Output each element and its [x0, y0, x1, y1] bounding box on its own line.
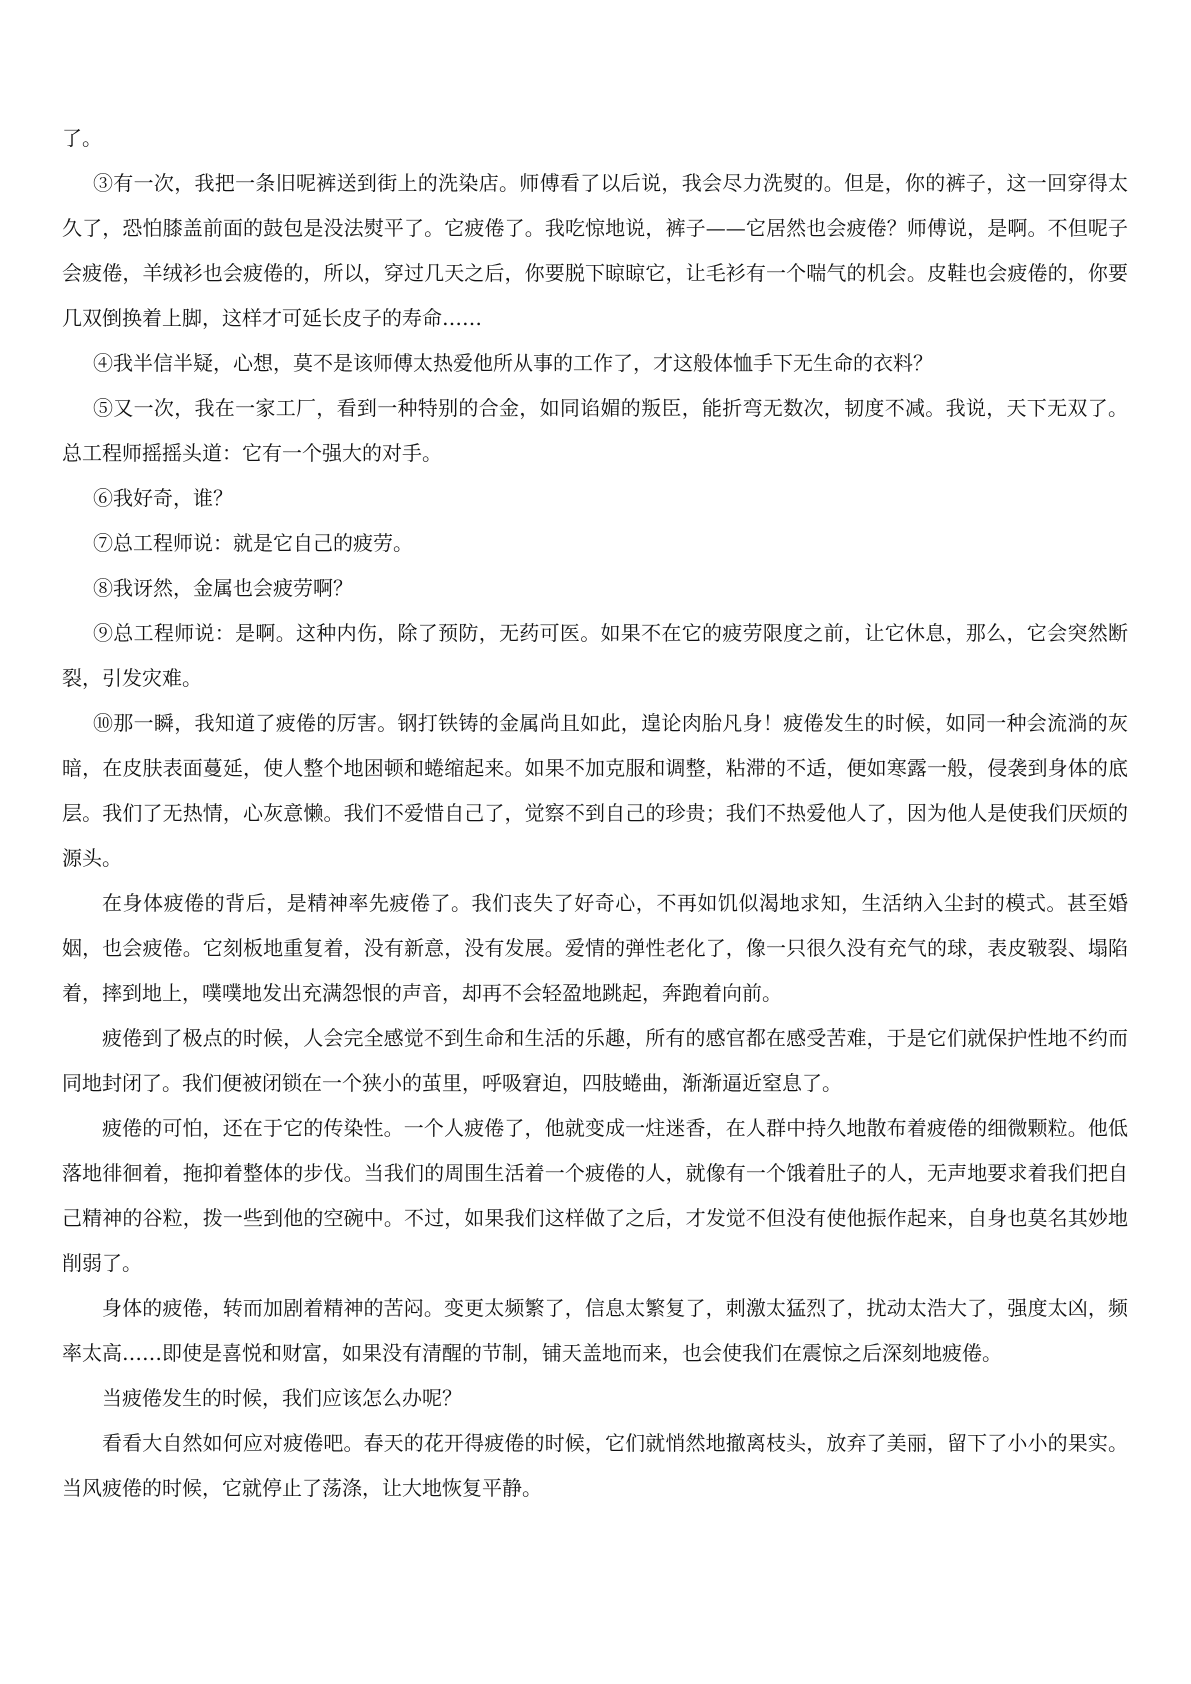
- paragraph-8: ⑧我讶然，金属也会疲劳啊？: [93, 576, 353, 600]
- paragraph-spirit-fatigue: 在身体疲倦的背后，是精神率先疲倦了。我们丧失了好奇心，不再如饥似渴地求知，生活纳入尘封的模式。甚至婚姻，也会疲倦。它刻板地重复着，没有新意，没有发展。爱情的弹性老化了，像一只很久没有充气的球，表皮皲裂、塌陷着，摔到地上，噗噗地发出充满怨恨的声音，却再不会轻盈地跳起，奔跑着向前。: [62, 891, 1128, 1005]
- paragraph-contagion: 疲倦的可怕，还在于它的传染性。一个人疲倦了，他就变成一炷迷香，在人群中持久地散布着疲倦的细微颗粒。他低落地徘徊着，拖抑着整体的步伐。当我们的周围生活着一个疲倦的人，就像有一个饿着肚子的人，无声地要求着我们把自己精神的谷粒，拨一些到他的空碗中。不过，如果我们这样做了之后，才发觉不但没有使他振作起来，自身也莫名其妙地削弱了。: [62, 1116, 1128, 1275]
- article-body: [62, 116, 1128, 1511]
- paragraph-extreme-fatigue: 疲倦到了极点的时候，人会完全感觉不到生命和生活的乐趣，所有的感官都在感受苦难，于是它们就保护性地不约而同地封闭了。我们便被闭锁在一个狭小的茧里，呼吸窘迫，四肢蜷曲，渐渐逼近窒息了。: [62, 1026, 1128, 1095]
- paragraph-question: 当疲倦发生的时候，我们应该怎么办呢？: [102, 1386, 462, 1410]
- paragraph-body-spirit: 身体的疲倦，转而加剧着精神的苦闷。变更太频繁了，信息太繁复了，刺激太猛烈了，扰动太浩大了，强度太凶，频率太高……即使是喜悦和财富，如果没有清醒的节制，铺天盖地而来，也会使我们在震惊之后深刻地疲倦。: [62, 1296, 1128, 1365]
- paragraph-10: ⑩那一瞬，我知道了疲倦的厉害。钢打铁铸的金属尚且如此，遑论肉胎凡身！疲倦发生的时候，如同一种会流淌的灰暗，在皮肤表面蔓延，使人整个地困顿和蜷缩起来。如果不加克服和调整，粘滞的不适，便如寒露一般，侵袭到身体的底层。我们了无热情，心灰意懒。我们不爱惜自己了，觉察不到自己的珍贵；我们不热爱他人了，因为他人是使我们厌烦的源头。: [62, 711, 1128, 870]
- paragraph-7: ⑦总工程师说：就是它自己的疲劳。: [93, 531, 413, 555]
- paragraph-3: ③有一次，我把一条旧呢裤送到街上的洗染店。师傅看了以后说，我会尽力洗熨的。但是，你的裤子，这一回穿得太久了，恐怕膝盖前面的鼓包是没法熨平了。它疲倦了。我吃惊地说，裤子——它居然也会疲倦？师傅说，是啊。不但呢子会疲倦，羊绒衫也会疲倦的，所以，穿过几天之后，你要脱下晾晾它，让毛衫有一个喘气的机会。皮鞋也会疲倦的，你要几双倒换着上脚，这样才可延长皮子的寿命……: [62, 171, 1128, 330]
- paragraph-5: ⑤又一次，我在一家工厂，看到一种特别的合金，如同谄媚的叛臣，能折弯无数次，韧度不减。我说，天下无双了。总工程师摇摇头道：它有一个强大的对手。: [62, 396, 1128, 465]
- paragraph-9: ⑨总工程师说：是啊。这种内伤，除了预防，无药可医。如果不在它的疲劳限度之前，让它休息，那么，它会突然断裂，引发灾难。: [62, 621, 1128, 690]
- paragraph-continuation: 了。: [62, 126, 102, 150]
- paragraph-nature: 看看大自然如何应对疲倦吧。春天的花开得疲倦的时候，它们就悄然地撤离枝头，放弃了美丽，留下了小小的果实。当风疲倦的时候，它就停止了荡涤，让大地恢复平静。: [62, 1431, 1128, 1500]
- paragraph-4: ④我半信半疑，心想，莫不是该师傅太热爱他所从事的工作了，才这般体恤手下无生命的衣料？: [93, 351, 933, 375]
- paragraph-6: ⑥我好奇，谁？: [93, 486, 233, 510]
